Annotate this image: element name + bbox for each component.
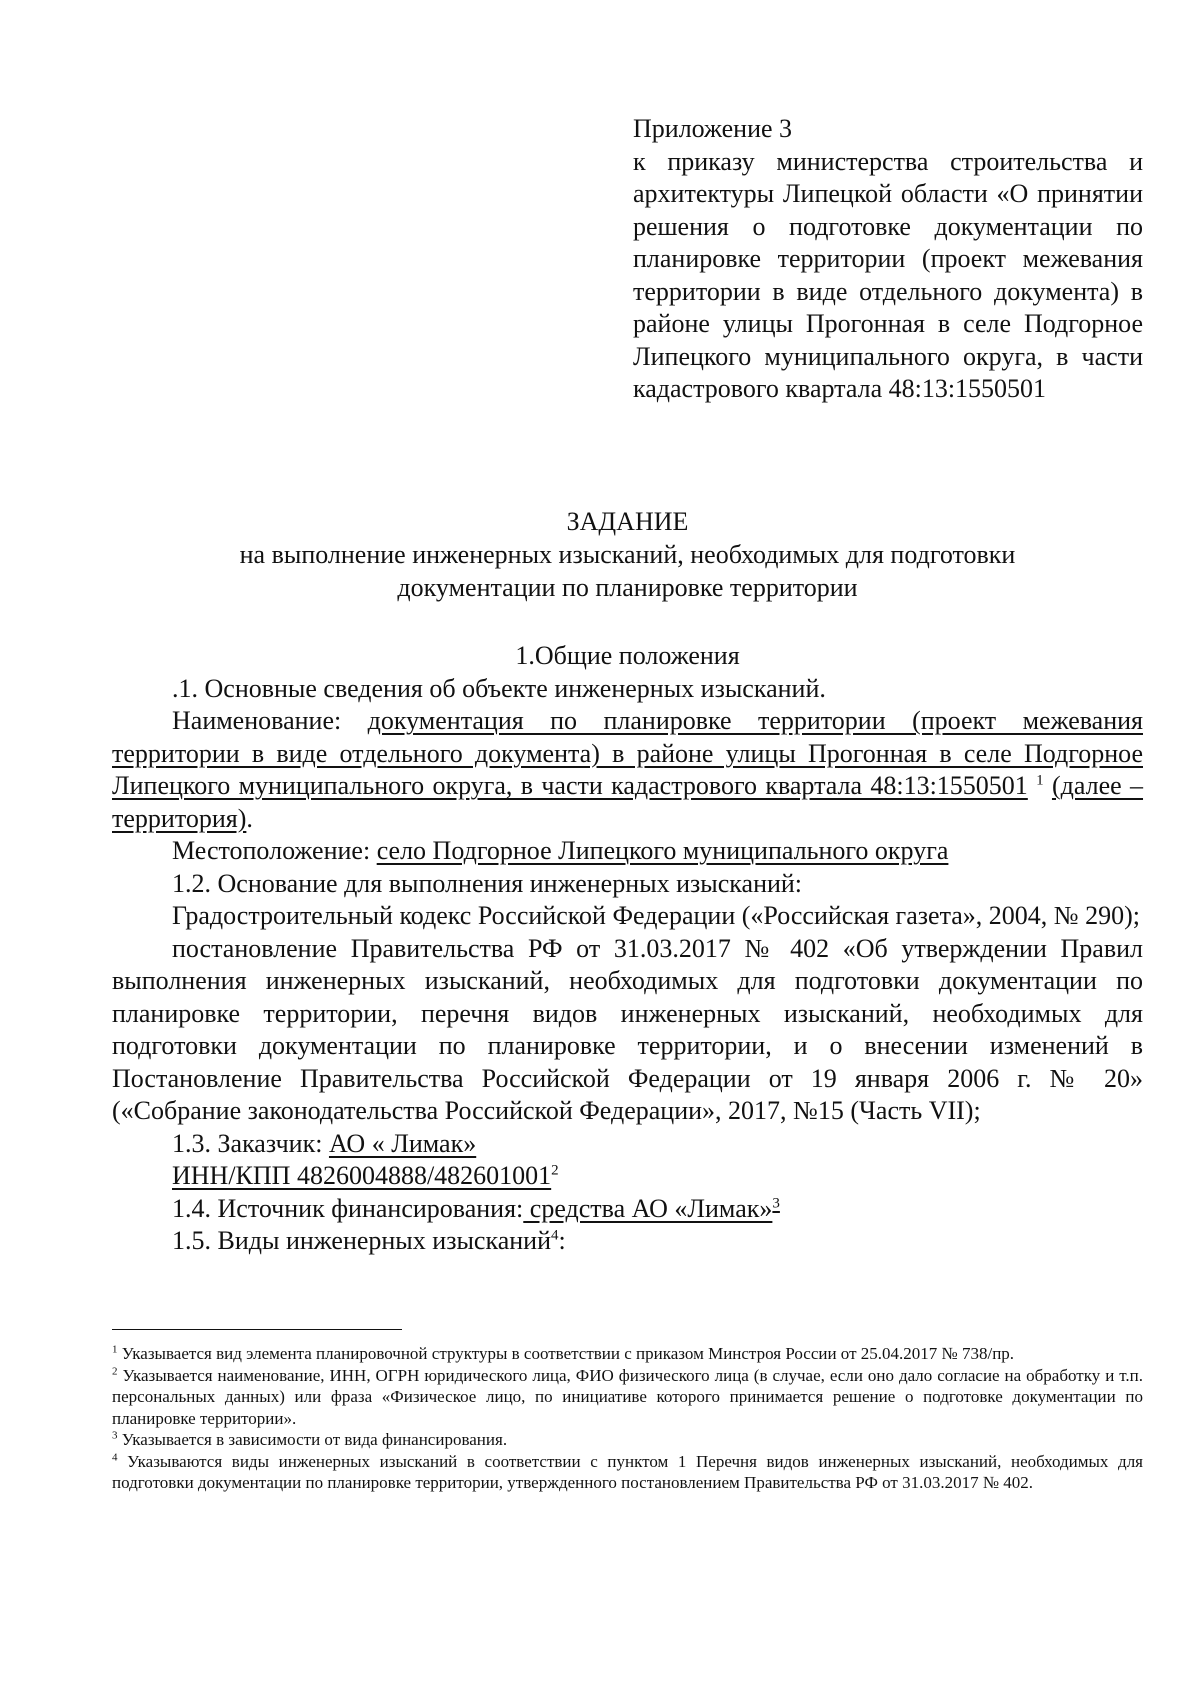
appendix-header [633, 113, 1143, 406]
location-paragraph [112, 835, 1143, 868]
object-name-value: документация по планировке территории (проект межевания территории в виде отдельного документа) в районе улицы Прогонная в селе Подгорное Липецкого муниципального округа, в части кадастрового квартала 48:13:1550501 [112, 706, 1143, 800]
section-1-1: .1. Основные сведения об объекте инженерных изысканий. [172, 673, 826, 703]
footnote-1-text: Указывается вид элемента планировочной структуры в соответствии с приказом Минстроя России от 25.04.2017 № 738/пр. [117, 1344, 1015, 1363]
footnote-1-number: 1 [112, 1343, 118, 1356]
section-1-heading: 1.Общие положения [515, 641, 740, 670]
footnote-2 [112, 1365, 1143, 1430]
basis-urban-code: Градостроительный кодекс Российской Федерации («Российская газета», 2004, № 290); [172, 901, 1140, 930]
footnote-4-number: 4 [112, 1450, 118, 1463]
section-1-4 [112, 1193, 1143, 1226]
footnote-2-text: Указывается наименование, ИНН, ОГРН юридического лица, ФИО физического лица (в случае, если оно дало согласие на обработку и т.п. персональных данных) или фраза «Физическое лицо, по инициативе которого принимается решение о подготовке документации по планировке территории». [112, 1365, 1143, 1428]
customer-value: АО « Лимак» [328, 1128, 477, 1158]
title-subtitle-line-1: на выполнение инженерных изысканий, необходимых для подготовки [239, 540, 1016, 569]
location-value: село Подгорное Липецкого муниципального округа [376, 836, 949, 865]
footnotes [112, 1343, 1143, 1494]
footnote-4-text: Указываются виды инженерных изысканий в соответствии с пунктом 1 Перечня видов инженерных изысканий, необходимых для подготовки документации по планировке территории, утвержденного постановлением Правительства РФ от 31.03.2017 № 402. [112, 1451, 1143, 1492]
object-name-tail: (далее – территория) [112, 771, 1144, 833]
funding-label: 1.4. Источник финансирования: [172, 1193, 524, 1223]
document-body [112, 640, 1143, 1258]
footnote-ref-4: 4 [551, 1227, 559, 1244]
basis-government-decree: постановление Правительства РФ от 31.03.2017 № 402 «Об утверждении Правил выполнения инженерных изысканий, необходимых для подготовки документации по планировке территории, перечня видов инженерных изысканий, необходимых для подготовки документации по планировке территории, и о внесении изменений в Постановление Правительства Российской Федерации от 19 января 2006 г. № 20» («Собрание законодательства Российской Федерации», 2017, №15 (Часть VII); [112, 933, 1143, 1125]
object-name-label: Наименование: [172, 706, 368, 735]
title-subtitle-line-2: документации по планировке территории [397, 573, 858, 602]
survey-types-colon: : [558, 1226, 566, 1255]
footnote-2-number: 2 [112, 1364, 118, 1377]
appendix-reference: к приказу министерства строительства и архитектуры Липецкой области «О принятии решения о подготовке документации по планировке территории (проект межевания территории в виде отдельного документа) в районе улицы Прогонная в селе Подгорное Липецкого муниципального округа, в части кадастрового квартала 48:13:1550501 [633, 146, 1143, 403]
section-1-3 [112, 1128, 1143, 1161]
footnote-ref-3: 3 [772, 1194, 780, 1211]
footnote-4 [112, 1451, 1143, 1494]
footnote-3-text: Указывается в зависимости от вида финансирования. [117, 1430, 508, 1449]
footnote-ref-2: 2 [551, 1162, 559, 1179]
document-title [112, 505, 1143, 604]
footnote-3-number: 3 [112, 1429, 118, 1442]
footnote-3 [112, 1429, 1143, 1451]
footnote-separator [112, 1329, 402, 1330]
customer-inn [112, 1160, 1143, 1193]
customer-label: 1.3. Заказчик: [172, 1128, 329, 1158]
location-label: Местоположение: [172, 836, 377, 865]
section-1-5 [112, 1225, 1143, 1258]
footnote-1 [112, 1343, 1143, 1365]
inn-value: ИНН/КПП 4826004888/482601001 [172, 1161, 552, 1190]
survey-types-label: 1.5. Виды инженерных изысканий [172, 1226, 551, 1255]
footnote-ref-1: 1 [1036, 772, 1044, 789]
appendix-number: Приложение 3 [633, 114, 793, 143]
object-name-end: . [246, 803, 253, 833]
funding-value: средства АО «Лимак» [523, 1193, 773, 1223]
section-1-2: 1.2. Основание для выполнения инженерных изысканий: [172, 868, 803, 898]
object-name-paragraph [112, 705, 1143, 835]
title-heading: ЗАДАНИЕ [566, 507, 689, 536]
